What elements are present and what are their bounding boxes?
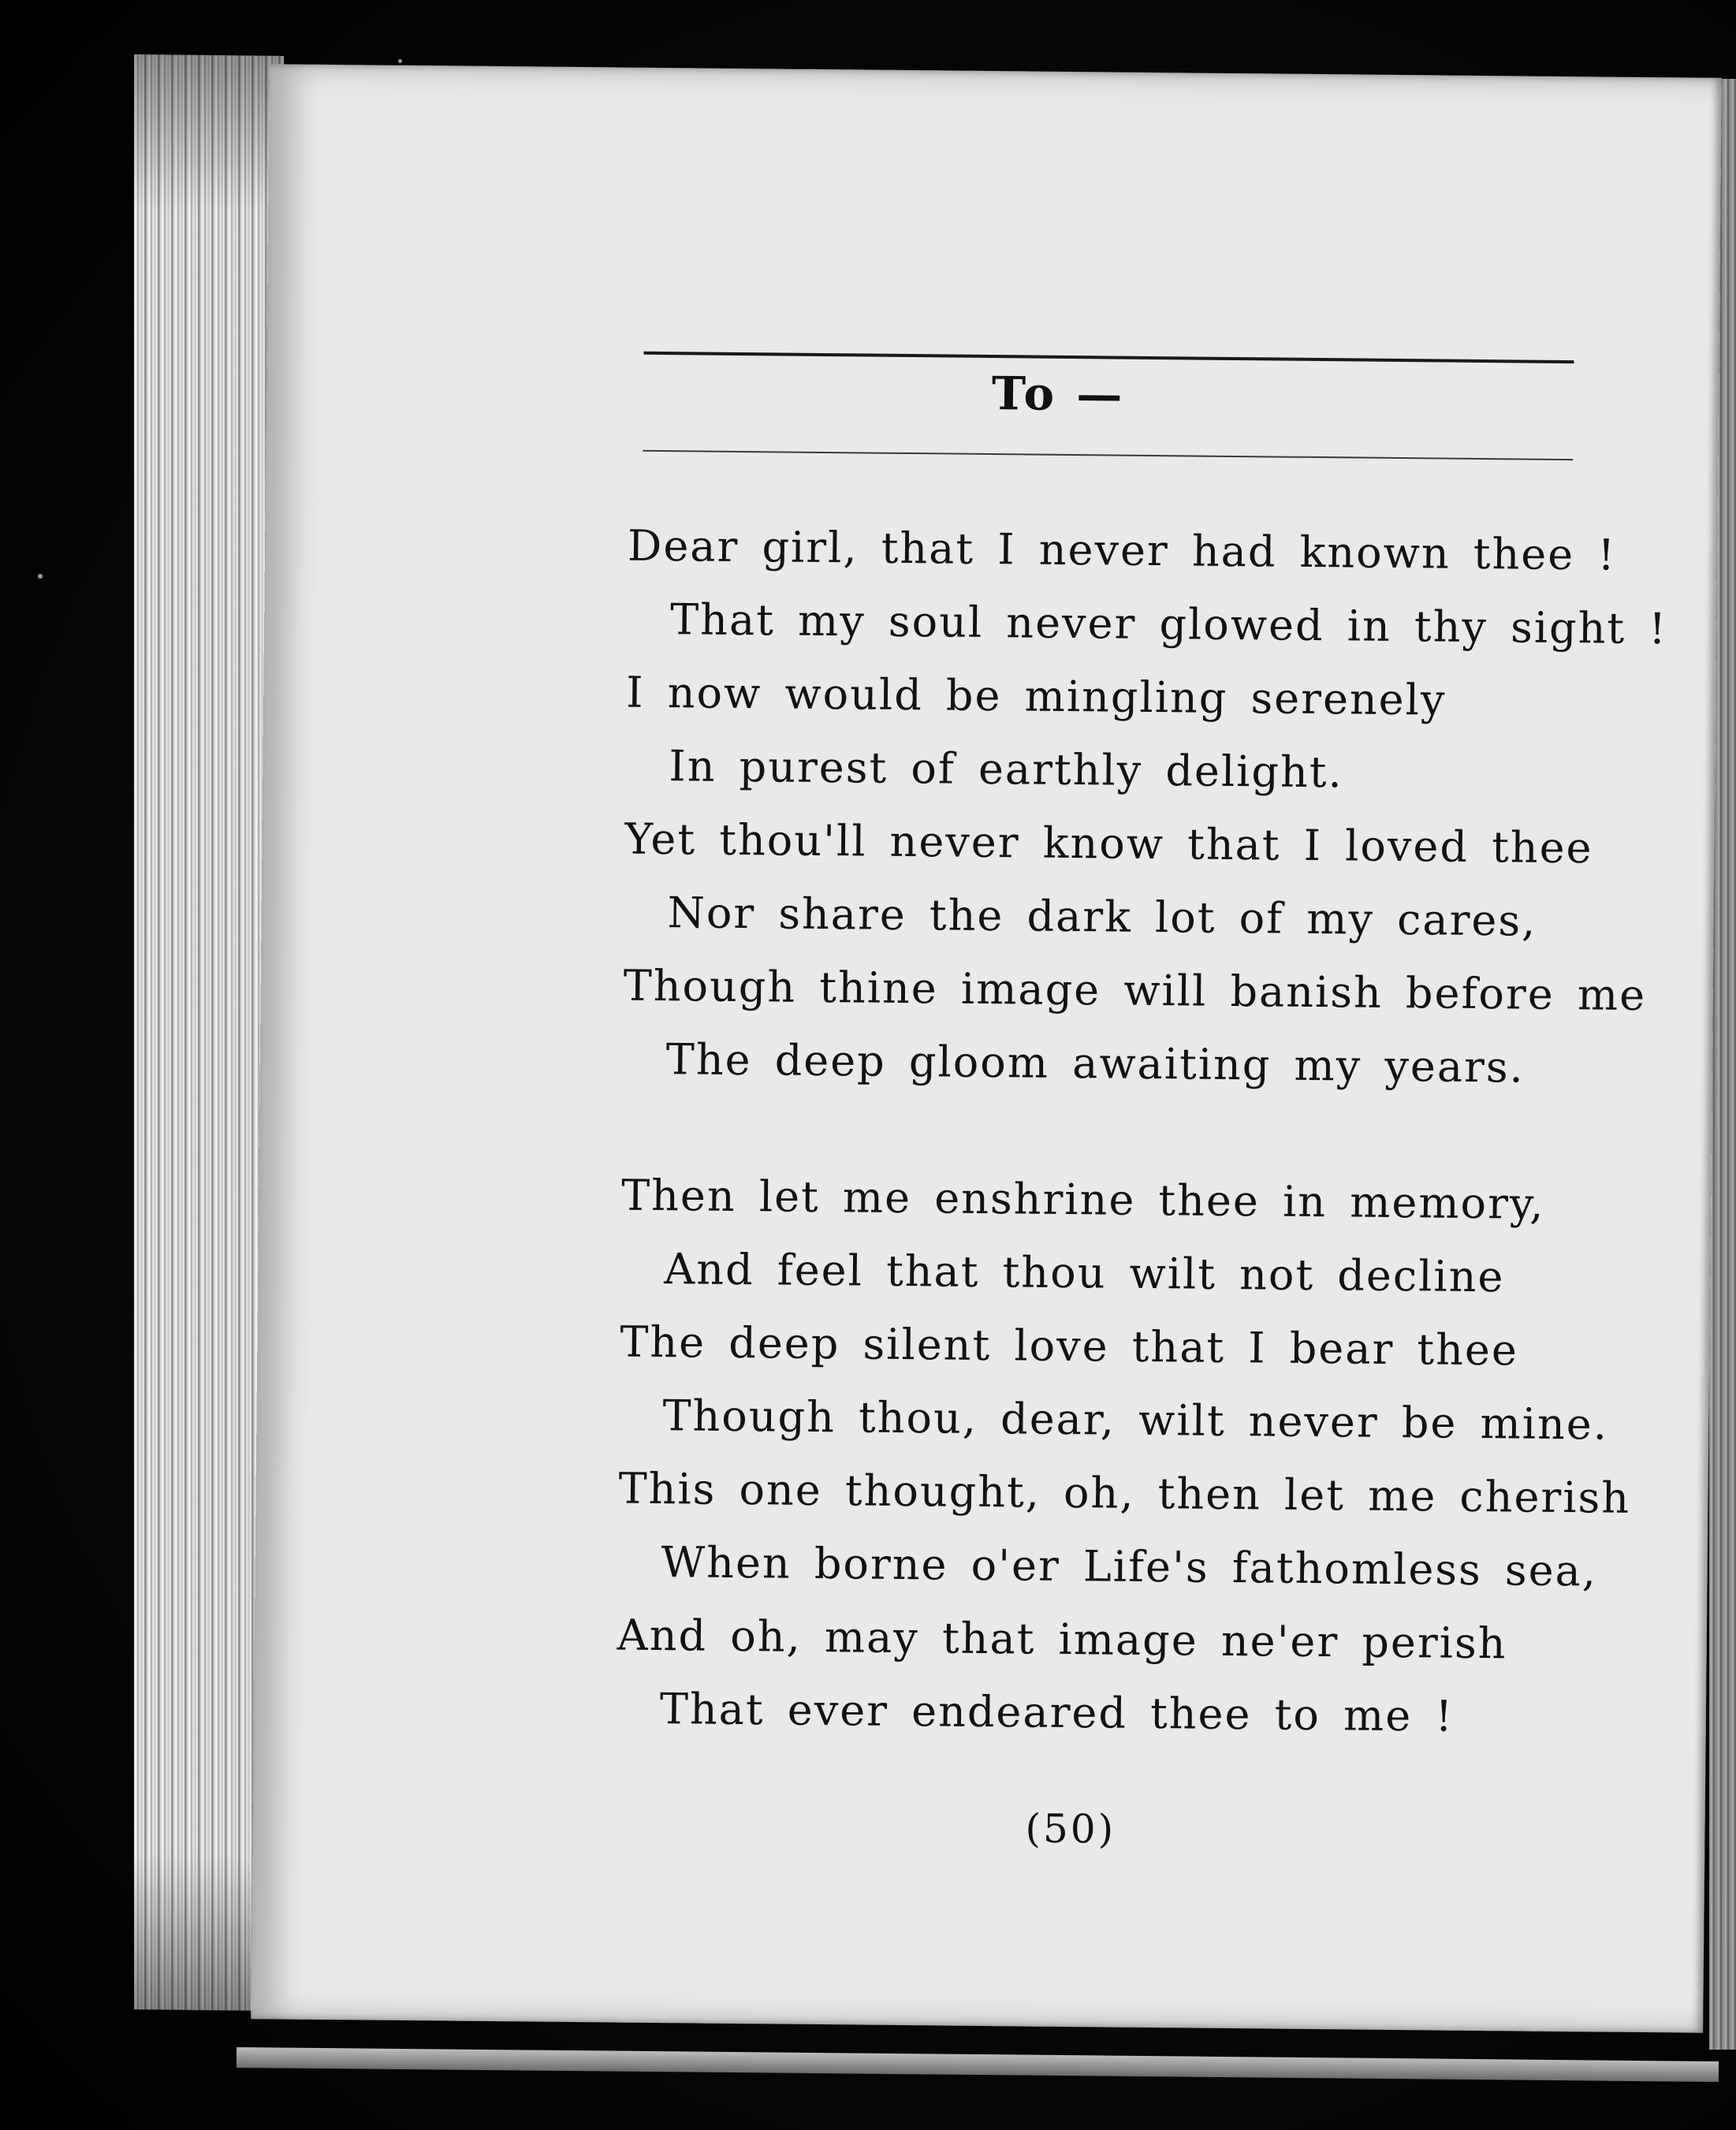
poem-title (992, 367, 1126, 422)
poem-title-text: To — (991, 367, 1126, 422)
bottom-page-edge (237, 2047, 1719, 2082)
dust-speck (398, 59, 402, 63)
poem-line: And oh, may that image ne'er perish (617, 1610, 1507, 1669)
poem-line: The deep silent love that I bear thee (620, 1316, 1519, 1376)
poem-line: This one thought, oh, then let me cherish (618, 1463, 1631, 1523)
top-rule (643, 352, 1574, 363)
stanza (622, 509, 1668, 1106)
book-page (251, 64, 1722, 2033)
poem-line: Nor share the dark lot of my cares, (667, 888, 1537, 946)
poem-line: Dear girl, that I never had known thee ! (627, 520, 1617, 580)
stanza (616, 1159, 1662, 1756)
poem-line: When borne o'er Life's fathomless sea, (661, 1537, 1598, 1596)
poem-line: Though thou, dear, wilt never be mine. (662, 1391, 1609, 1450)
poem-body (616, 509, 1668, 1756)
page-number: (50) (1025, 1805, 1116, 1853)
poem-line: In purest of earthly delight. (669, 741, 1343, 798)
poem-line: Though thine image will banish before me (623, 960, 1647, 1021)
bottom-rule (643, 450, 1573, 460)
stanza-gap (622, 1096, 1663, 1169)
poem-line: I now would be mingling serenely (626, 667, 1447, 725)
poem-line: And feel that thou wilt not decline (663, 1244, 1505, 1302)
poem-line: The deep gloom awaiting my years. (665, 1034, 1526, 1093)
poem-line: That ever endeared thee to me ! (659, 1684, 1455, 1741)
poem-line: That my soul never glowed in thy sight ! (669, 594, 1668, 654)
poem-line: Then let me enshrine thee in memory, (620, 1170, 1545, 1229)
poem-line: Yet thou'll never know that I loved thee (624, 814, 1593, 873)
dust-speck (38, 574, 43, 579)
